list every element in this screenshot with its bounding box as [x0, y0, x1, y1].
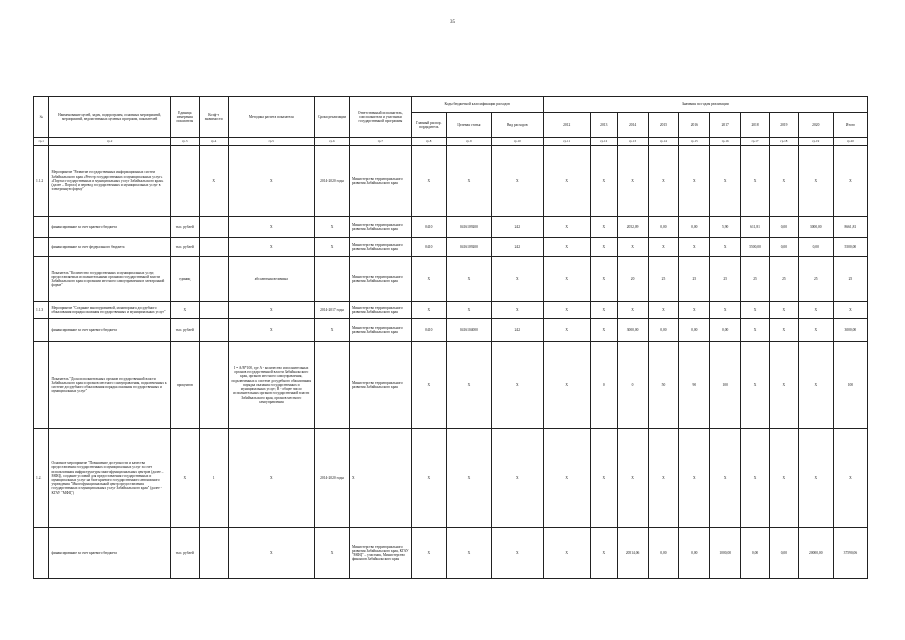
row-year-value: X — [741, 429, 770, 528]
column-number: гр.1 — [34, 138, 49, 146]
row-executor: Министерство территориального развития Забайкальского края — [350, 146, 412, 217]
row-year-value: 0 — [590, 342, 617, 429]
row-year-value: X — [543, 238, 590, 257]
row-year-value: X — [798, 429, 833, 528]
header-year: 2015 — [648, 113, 679, 138]
header-method: Методика расчета показателя — [228, 97, 314, 138]
column-number: гр.19 — [798, 138, 833, 146]
row-num — [34, 257, 49, 302]
row-year-value: 0,00 — [679, 319, 710, 342]
row-year-value: X — [769, 146, 798, 217]
row-year-value: 0,00 — [741, 528, 770, 579]
table-row — [34, 319, 868, 342]
row-period: X — [315, 319, 350, 342]
row-period — [315, 342, 350, 429]
row-code: 242 — [492, 217, 544, 238]
row-executor: Министерство территориального развития Забайкальского края — [350, 257, 412, 302]
row-year-value: 0,00 — [798, 238, 833, 257]
table-row — [34, 146, 868, 217]
row-total: 3000,00 — [833, 319, 867, 342]
row-method: X — [228, 429, 314, 528]
row-year-value: X — [741, 342, 770, 429]
column-number: гр.20 — [833, 138, 867, 146]
row-code: X — [492, 302, 544, 319]
row-year-value: 25 — [679, 257, 710, 302]
row-code: X — [492, 257, 544, 302]
row-unit: тыс. рублей — [170, 319, 199, 342]
row-num — [34, 238, 49, 257]
row-code: 242 — [492, 238, 544, 257]
row-total: X — [833, 146, 867, 217]
row-unit: процентов — [170, 342, 199, 429]
row-year-value: 25 — [798, 257, 833, 302]
row-year-value: 25 — [710, 257, 741, 302]
header-year: 2019 — [769, 113, 798, 138]
row-year-value: X — [798, 146, 833, 217]
row-executor: Министерство территориального развития Забайкальского края — [350, 319, 412, 342]
column-number: гр.6 — [315, 138, 350, 146]
row-year-value: 5500,00 — [741, 238, 770, 257]
row-coef — [199, 302, 228, 319]
row-coef — [199, 217, 228, 238]
row-method: X — [228, 217, 314, 238]
row-year-value: X — [798, 319, 833, 342]
header-total: Итого — [833, 113, 867, 138]
row-year-value: X — [741, 319, 770, 342]
row-name: Показатель "Доля исполнительных органов государственной власти Забайкальского края и органов местного самоуправления, подключенных к системе досудебного обжалования порядка оказания государственных и муниципальных услуг" — [49, 342, 170, 429]
row-num: 1.2. — [34, 429, 49, 528]
row-year-value: X — [543, 528, 590, 579]
row-code: X — [411, 257, 446, 302]
header-row-1 — [34, 97, 868, 113]
row-name: Показатель "Количество государственных и муниципальных услуг, предоставляемых исполнительными органами государственной власти Забайкальского края и органами местного самоуправления в электронной форме" — [49, 257, 170, 302]
row-code: X — [411, 528, 446, 579]
row-year-value: X — [710, 302, 741, 319]
row-coef — [199, 238, 228, 257]
row-year-value: X — [543, 146, 590, 217]
row-num — [34, 319, 49, 342]
row-name: Мероприятие "Развитие государственных информационных систем Забайкальского края «Реестр государственных и муниципальных услуг» «Портал государственных и муниципальных услуг Забайкальского края» (далее – Портал) и перевод государственных и муниципальных услуг в электронную форму" — [49, 146, 170, 217]
row-unit: X — [170, 429, 199, 528]
row-year-value: X — [769, 319, 798, 342]
row-year-value: 0,00 — [710, 319, 741, 342]
row-year-value: 25 — [769, 257, 798, 302]
row-coef: X — [199, 146, 228, 217]
row-year-value: 0,00 — [679, 528, 710, 579]
row-code: X — [411, 342, 446, 429]
row-unit: единиц — [170, 257, 199, 302]
row-num — [34, 217, 49, 238]
table-row — [34, 429, 868, 528]
row-code: X — [411, 146, 446, 217]
row-executor: Министерство территориального развития Забайкальского края — [350, 342, 412, 429]
header-unit: Единица измерения показателя — [170, 97, 199, 138]
column-number: гр.5 — [228, 138, 314, 146]
row-unit: тыс. рублей — [170, 238, 199, 257]
row-year-value: X — [590, 302, 617, 319]
table-row — [34, 302, 868, 319]
row-year-value: X — [679, 238, 710, 257]
row-code: 0416109200 — [446, 238, 491, 257]
row-method: X — [228, 238, 314, 257]
row-year-value: X — [590, 238, 617, 257]
row-unit — [170, 146, 199, 217]
row-code: X — [411, 429, 446, 528]
row-total: 37590,06 — [833, 528, 867, 579]
row-year-value: X — [710, 146, 741, 217]
row-year-value: X — [710, 429, 741, 528]
header-year: 2018 — [741, 113, 770, 138]
row-year-value: X — [679, 302, 710, 319]
row-year-value: X — [741, 302, 770, 319]
row-code: 0410 — [411, 238, 446, 257]
row-year-value: X — [679, 146, 710, 217]
row-year-value: X — [590, 319, 617, 342]
row-year-value: 0,00 — [769, 217, 798, 238]
row-coef — [199, 257, 228, 302]
row-year-value: 90 — [679, 342, 710, 429]
table-row — [34, 238, 868, 257]
column-number: гр.9 — [446, 138, 491, 146]
header-code: Вид расходов — [492, 113, 544, 138]
row-total: 25 — [833, 257, 867, 302]
row-period: X — [315, 238, 350, 257]
header-code: Главный распор. пордядитель — [411, 113, 446, 138]
row-year-value: 20514,06 — [617, 528, 648, 579]
table-row — [34, 257, 868, 302]
row-year-value: X — [648, 238, 679, 257]
row-code: X — [446, 429, 491, 528]
row-year-value: X — [617, 302, 648, 319]
row-period: X — [315, 528, 350, 579]
row-code: X — [446, 146, 491, 217]
row-num: 1.1.3 — [34, 302, 49, 319]
row-code: 0416104000 — [446, 319, 491, 342]
row-total: 100 — [833, 342, 867, 429]
row-year-value: 611,81 — [741, 217, 770, 238]
program-table — [33, 96, 868, 579]
column-number: гр.15 — [679, 138, 710, 146]
row-total: X — [833, 429, 867, 528]
row-executor: Министерство территориального развития Забайкальского края — [350, 217, 412, 238]
row-method: X — [228, 146, 314, 217]
table-row — [34, 217, 868, 238]
row-num — [34, 342, 49, 429]
row-num: 1.1.2 — [34, 146, 49, 217]
column-number: гр.10 — [492, 138, 544, 146]
row-period: 2014-2020 годы — [315, 429, 350, 528]
row-total: 8661,81 — [833, 217, 867, 238]
row-year-value: 0,00 — [679, 217, 710, 238]
row-method: I = A/B*100, где A - количество исполнительных органов государственной власти Забайкальского края, органов местного самоуправления, подключенных к системе досудебного обжалования порядка оказания государственных и муниципальных услуг; B - общее число исполнительных органов государственной власти Забайкальского края, органов местного самоуправления — [228, 342, 314, 429]
header-year: 2017 — [710, 113, 741, 138]
row-unit: тыс. рублей — [170, 528, 199, 579]
row-method: X — [228, 302, 314, 319]
row-year-value: X — [590, 528, 617, 579]
row-year-value: 2052,09 — [617, 217, 648, 238]
row-year-value: 0 — [617, 342, 648, 429]
header-year: 2013 — [590, 113, 617, 138]
row-year-value: 50 — [648, 342, 679, 429]
row-year-value: X — [543, 429, 590, 528]
row-name: финансирование за счет краевого бюджета — [49, 217, 170, 238]
row-total: X — [833, 302, 867, 319]
row-year-value: X — [617, 146, 648, 217]
row-code: 242 — [492, 319, 544, 342]
row-coef — [199, 528, 228, 579]
row-year-value: 25 — [741, 257, 770, 302]
column-number: гр.18 — [769, 138, 798, 146]
column-number: гр.12 — [590, 138, 617, 146]
row-year-value: 0,00 — [769, 238, 798, 257]
column-number: гр.13 — [617, 138, 648, 146]
row-code: 0410 — [411, 319, 446, 342]
row-year-value: X — [769, 429, 798, 528]
column-number: гр.14 — [648, 138, 679, 146]
row-name: финансирование за счет федерального бюджета — [49, 238, 170, 257]
row-year-value: 0,00 — [648, 528, 679, 579]
row-executor: X — [350, 429, 412, 528]
row-year-value: X — [798, 302, 833, 319]
row-year-value: 25 — [648, 257, 679, 302]
row-name: финансирование за счет краевого бюджета — [49, 319, 170, 342]
row-year-value: X — [543, 217, 590, 238]
row-method: X — [228, 319, 314, 342]
row-code: X — [446, 528, 491, 579]
header-year: 2012 — [543, 113, 590, 138]
column-number: гр.11 — [543, 138, 590, 146]
row-period: 2014-2020 годы — [315, 146, 350, 217]
row-coef: 1 — [199, 429, 228, 528]
header-code: Целевая статья — [446, 113, 491, 138]
row-name: Мероприятие "Создание многоуровневой, мониторинга досудебного обжалования порядка оказания государственных и муниципальных услуг" — [49, 302, 170, 319]
header-codes-group: Коды бюджетной классификации расходов — [411, 97, 543, 113]
row-year-value: 20 — [617, 257, 648, 302]
row-executor: Министерство территориального развития Забайкальского края — [350, 238, 412, 257]
row-period — [315, 257, 350, 302]
header-executor: Ответственный исполнитель, соисполнители и участники государственной программы — [350, 97, 412, 138]
row-method: X — [228, 528, 314, 579]
column-number: гр.8 — [411, 138, 446, 146]
row-year-value: X — [710, 238, 741, 257]
row-total: 5500,00 — [833, 238, 867, 257]
row-year-value: X — [648, 302, 679, 319]
header-period: Сроки реализации — [315, 97, 350, 138]
row-year-value: 1000,00 — [710, 528, 741, 579]
row-year-value: X — [590, 429, 617, 528]
row-executor: Министерство территориального развития Забайкальского края, КГАУ "МФЦ" – участник, Министерство финансов Забайкальского края — [350, 528, 412, 579]
page-number: 35 — [450, 20, 455, 25]
row-coef — [199, 342, 228, 429]
row-code: 0410 — [411, 217, 446, 238]
row-code: X — [492, 342, 544, 429]
row-year-value: 20000,00 — [798, 528, 833, 579]
row-method: абсолютная величина — [228, 257, 314, 302]
row-year-value: 100 — [710, 342, 741, 429]
row-coef — [199, 319, 228, 342]
header-year: 2014 — [617, 113, 648, 138]
column-number: гр.7 — [350, 138, 412, 146]
row-unit: X — [170, 302, 199, 319]
header-year: 2020 — [798, 113, 833, 138]
header-num: № — [34, 97, 49, 138]
row-year-value: X — [543, 342, 590, 429]
row-year-value: 5,90 — [710, 217, 741, 238]
row-period: 2014-2017 годы — [315, 302, 350, 319]
header-coef: Коэф-т значимости — [199, 97, 228, 138]
header-year: 2016 — [679, 113, 710, 138]
row-year-value: X — [769, 342, 798, 429]
row-code: X — [411, 302, 446, 319]
row-year-value: 3000,00 — [617, 319, 648, 342]
row-year-value: X — [617, 429, 648, 528]
row-num — [34, 528, 49, 579]
column-number: гр.16 — [710, 138, 741, 146]
row-name: финансирование за счет краевого бюджета — [49, 528, 170, 579]
column-number: гр.17 — [741, 138, 770, 146]
row-year-value: X — [590, 217, 617, 238]
table-row — [34, 528, 868, 579]
row-code: X — [446, 257, 491, 302]
row-code: X — [492, 146, 544, 217]
row-year-value: X — [543, 302, 590, 319]
header-years-group: Значения по годам реализации — [543, 97, 867, 113]
row-code: X — [446, 342, 491, 429]
row-executor: Министерство территориального развития Забайкальского края — [350, 302, 412, 319]
row-year-value: X — [590, 146, 617, 217]
row-year-value: X — [679, 429, 710, 528]
row-code: X — [492, 429, 544, 528]
column-number: гр.3 — [170, 138, 199, 146]
column-numbers-row — [34, 138, 868, 146]
row-year-value: 0,00 — [648, 217, 679, 238]
row-year-value: X — [798, 342, 833, 429]
row-year-value: X — [543, 319, 590, 342]
row-period: X — [315, 217, 350, 238]
row-year-value: X — [741, 146, 770, 217]
table-row — [34, 342, 868, 429]
row-code: X — [446, 302, 491, 319]
row-name: Основное мероприятие "Повышение доступности и качества предоставления государственных и муниципальных услуг за счет использования инфраструктуры многофункциональных центров (далее – МФЦ), создание условий для предоставления государственных и муниципальных услуг на базе краевого государственного автономного учреждения "Многофункциональный центр предоставления государственных и муниципальных услуг Забайкальского края" (далее - КГАУ "МФЦ") — [49, 429, 170, 528]
header-name: Наименование целей, задач, подпрограмм, основных мероприятий, мероприятий, ведомственных целевых программ, показателей — [49, 97, 170, 138]
row-year-value: X — [617, 238, 648, 257]
row-year-value: X — [648, 429, 679, 528]
row-year-value: X — [769, 302, 798, 319]
row-year-value: 0,00 — [769, 528, 798, 579]
row-year-value: X — [590, 257, 617, 302]
row-year-value: X — [648, 146, 679, 217]
row-year-value: X — [543, 257, 590, 302]
column-number: гр.4 — [199, 138, 228, 146]
row-year-value: 0,00 — [648, 319, 679, 342]
row-year-value: 3000,00 — [798, 217, 833, 238]
row-code: 0416109200 — [446, 217, 491, 238]
row-unit: тыс. рублей — [170, 217, 199, 238]
row-code: X — [492, 528, 544, 579]
column-number: гр.2 — [49, 138, 170, 146]
